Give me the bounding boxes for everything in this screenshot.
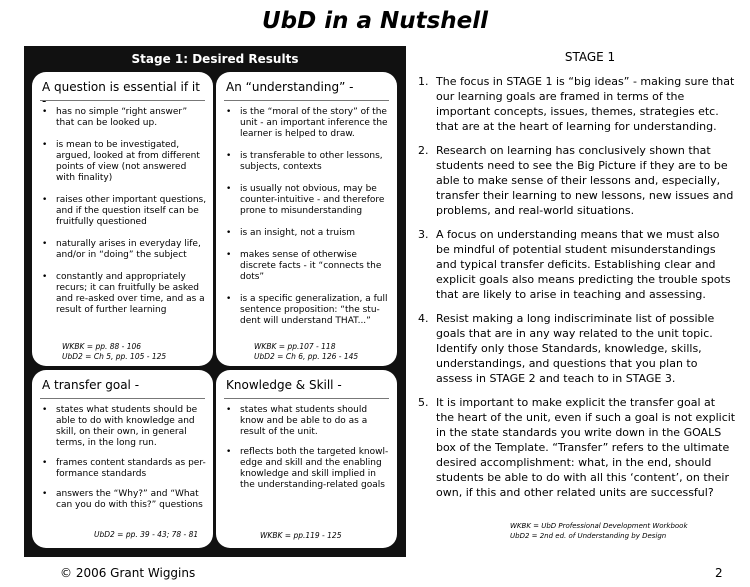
list-item: • frames content standards as per- formance standards bbox=[42, 458, 206, 479]
item-text: A focus on understanding means that we must also be mindful of potential student misunderstandings and typical transfer deficits. Establishing clear and explicit goals also means predicting the trouble spots that are likely to arise in teaching and assessing. bbox=[436, 228, 731, 301]
box-heading: A question is essential if it - bbox=[42, 80, 200, 108]
page-number: 2 bbox=[715, 566, 723, 580]
item-number: 2. bbox=[418, 144, 429, 157]
list-item bbox=[418, 395, 736, 500]
stage1-panel bbox=[24, 46, 406, 557]
reference-note: UbD2 = pp. 39 - 43; 78 - 81 bbox=[94, 530, 199, 539]
stage-heading: STAGE 1 bbox=[564, 50, 616, 64]
list-item bbox=[418, 143, 736, 218]
bullet-icon: • bbox=[42, 272, 48, 282]
list-item: • states what students should know and be able to do as a result of the unit. bbox=[226, 405, 368, 437]
list-item: • constantly and appropriately recurs; it can fruitfully be asked and re-asked over time, and as a result of further learning bbox=[42, 272, 205, 315]
bullet-icon: • bbox=[42, 405, 48, 415]
bullet-icon: • bbox=[42, 195, 48, 205]
list-item: • reflects both the targeted knowl- edge and skill and the enabling knowledge and skill implied in the understanding-related goals bbox=[226, 447, 389, 490]
item-number: 3. bbox=[418, 228, 429, 241]
list-item bbox=[418, 227, 736, 302]
bullet-icon: • bbox=[42, 489, 48, 499]
bullet-icon: • bbox=[226, 228, 232, 238]
list-item bbox=[418, 311, 736, 386]
box-heading: Knowledge & Skill - bbox=[226, 378, 342, 392]
reference-note: WKBK = pp.119 - 125 bbox=[260, 531, 342, 540]
item-text: The focus in STAGE 1 is “big ideas” - making sure that our learning goals are framed in terms of the important concepts, issues, themes, strategies etc. that are at the heart of learning for understanding. bbox=[436, 75, 735, 133]
item-number: 4. bbox=[418, 312, 429, 325]
list-item: • is transferable to other lessons, subjects, contexts bbox=[226, 151, 383, 172]
bullet-icon: • bbox=[226, 294, 232, 304]
list-item: • raises other important questions, and if the question itself can be fruitfully questioned bbox=[42, 195, 207, 227]
stage-points-list bbox=[418, 74, 736, 509]
item-number: 1. bbox=[418, 75, 429, 88]
bullet-icon: • bbox=[42, 458, 48, 468]
understanding-box bbox=[216, 72, 397, 366]
list-item: • is a specific generalization, a full sentence proposition: “the stu- dent will understand THAT...” bbox=[226, 294, 388, 326]
bullet-icon: • bbox=[42, 239, 48, 249]
transfer-goal-box bbox=[32, 370, 213, 548]
list-item: • has no simple “right answer” that can be looked up. bbox=[42, 107, 188, 128]
panel-header: Stage 1: Desired Results bbox=[131, 52, 299, 66]
list-item: • is the “moral of the story” of the unit - an important inference the learner is helped to draw. bbox=[226, 107, 388, 139]
bullet-icon: • bbox=[226, 151, 232, 161]
item-text: Research on learning has conclusively shown that students need to see the Big Picture if they are to be able to make sense of their lessons and, especially, transfer their learning to new lessons, new issues and problems, and real-world situations. bbox=[436, 144, 734, 217]
list-item: • is an insight, not a truism bbox=[226, 228, 356, 238]
list-item: • is mean to be investigated, argued, looked at from different points of view (not answered with finality) bbox=[42, 140, 200, 183]
knowledge-skill-box bbox=[216, 370, 397, 548]
box-heading: A transfer goal - bbox=[42, 378, 140, 392]
list-item: • states what students should be able to do with knowledge and skill, on their own, in general terms, in the long run. bbox=[42, 405, 198, 448]
bullet-icon: • bbox=[226, 107, 232, 117]
box-heading: An “understanding” - bbox=[226, 80, 354, 94]
item-text: Resist making a long indiscriminate list of possible goals that are in any way related to the unit topic. Identify only those Standards, knowledge, skills, understandings, and questions that you plan to assess in STAGE 2 and teach to in STAGE 3. bbox=[436, 312, 715, 385]
reference-note: WKBK = pp.107 - 118 UbD2 = Ch 6, pp. 126 - 145 bbox=[254, 342, 359, 361]
bullet-icon: • bbox=[226, 250, 232, 260]
list-item: • naturally arises in everyday life, and/or in “doing” the subject bbox=[42, 239, 201, 260]
abbreviation-notes: WKBK = UbD Professional Development Workbook UbD2 = 2nd ed. of Understanding by Design bbox=[510, 522, 688, 540]
bullet-icon: • bbox=[226, 184, 232, 194]
list-item: • answers the “Why?” and “What can you do with this?” questions bbox=[42, 489, 203, 510]
bullet-icon: • bbox=[226, 405, 232, 415]
bullet-icon: • bbox=[226, 447, 232, 457]
list-item bbox=[418, 74, 736, 134]
bullet-icon: • bbox=[42, 107, 48, 117]
copyright: © 2006 Grant Wiggins bbox=[60, 566, 196, 580]
reference-note: WKBK = pp. 88 - 106 UbD2 = Ch 5, pp. 105 - 125 bbox=[62, 342, 167, 361]
page-title: UbD in a Nutshell bbox=[261, 8, 489, 34]
list-item: • makes sense of otherwise discrete facts - it “connects the dots” bbox=[226, 250, 382, 282]
list-item: • is usually not obvious, may be counter-intuitive - and therefore prone to misunderstanding bbox=[226, 184, 385, 216]
item-number: 5. bbox=[418, 396, 429, 409]
bullet-icon: • bbox=[42, 140, 48, 150]
item-text: It is important to make explicit the transfer goal at the heart of the unit, even if such a goal is not explicit in the state standards you write down in the GOALS box of the Template. “Transfer” refers to the ultimate desired accomplishment: what, in the end, should students be able to do with all this ‘content’, on their own, if this and other related units are successful? bbox=[436, 396, 736, 499]
essential-question-box bbox=[32, 72, 213, 366]
